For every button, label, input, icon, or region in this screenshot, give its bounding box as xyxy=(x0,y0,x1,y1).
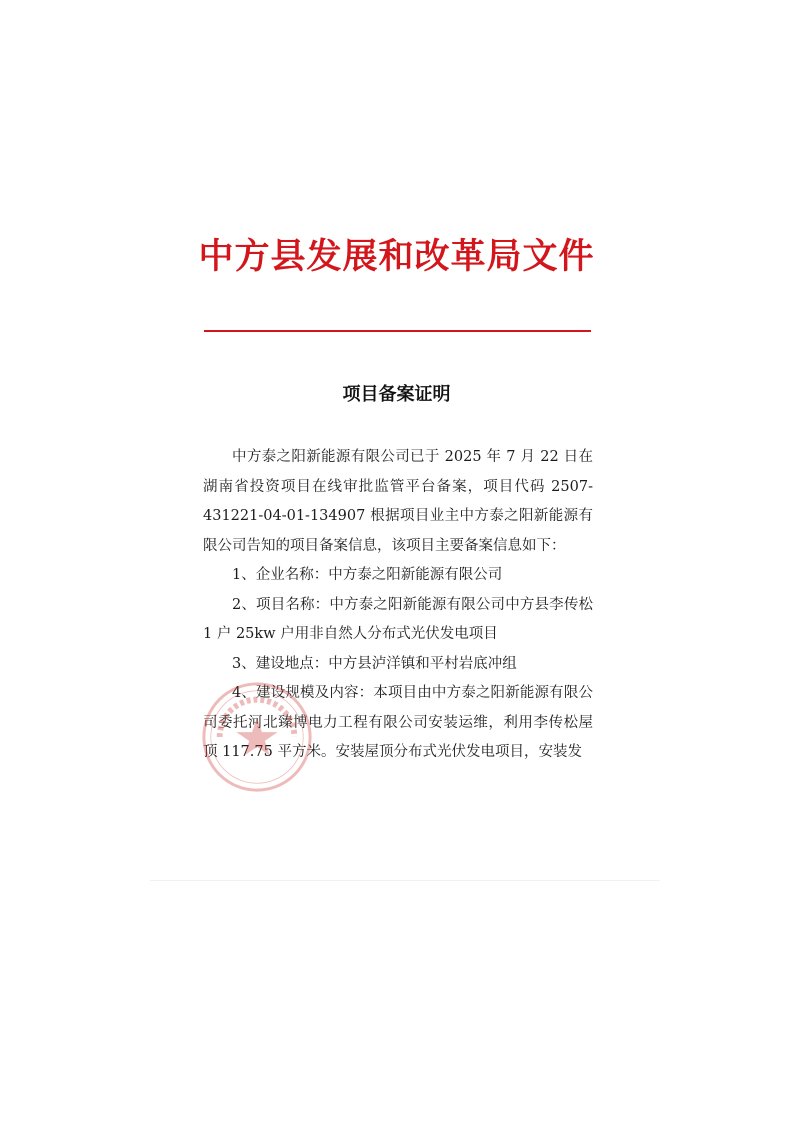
item-scale-content: 4、建设规模及内容：本项目由中方泰之阳新能源有限公司委托河北臻博电力工程有限公司安装运维，利用李传松屋顶 117.75 平方米。安装屋顶分布式光伏发电项目，安装发 xyxy=(203,685,593,760)
item-company-name: 1、企业名称：中方泰之阳新能源有限公司 xyxy=(232,567,503,583)
item-project-name: 2、项目名称：中方泰之阳新能源有限公司中方县李传松 1 户 25kw 户用非自然人分布式光伏发电项目 xyxy=(203,596,593,642)
intro-paragraph: 中方泰之阳新能源有限公司已于 2025 年 7 月 22 日在湖南省投资项目在线审批监管平台备案，项目代码 2507-431221-04-01-134907 根据项目业主中方泰之阳新能源有限公司告知的项目备案信息，该项目主要备案信息如下： xyxy=(203,449,593,554)
document-title: 项目备案证明 xyxy=(342,384,451,405)
document-body xyxy=(203,443,593,768)
header-divider xyxy=(204,330,591,332)
item-location: 3、建设地点：中方县泸洋镇和平村岩底冲组 xyxy=(232,655,517,672)
issuer-header: 中方县发展和改革局文件 xyxy=(198,237,595,277)
page-bottom-line xyxy=(150,880,660,881)
